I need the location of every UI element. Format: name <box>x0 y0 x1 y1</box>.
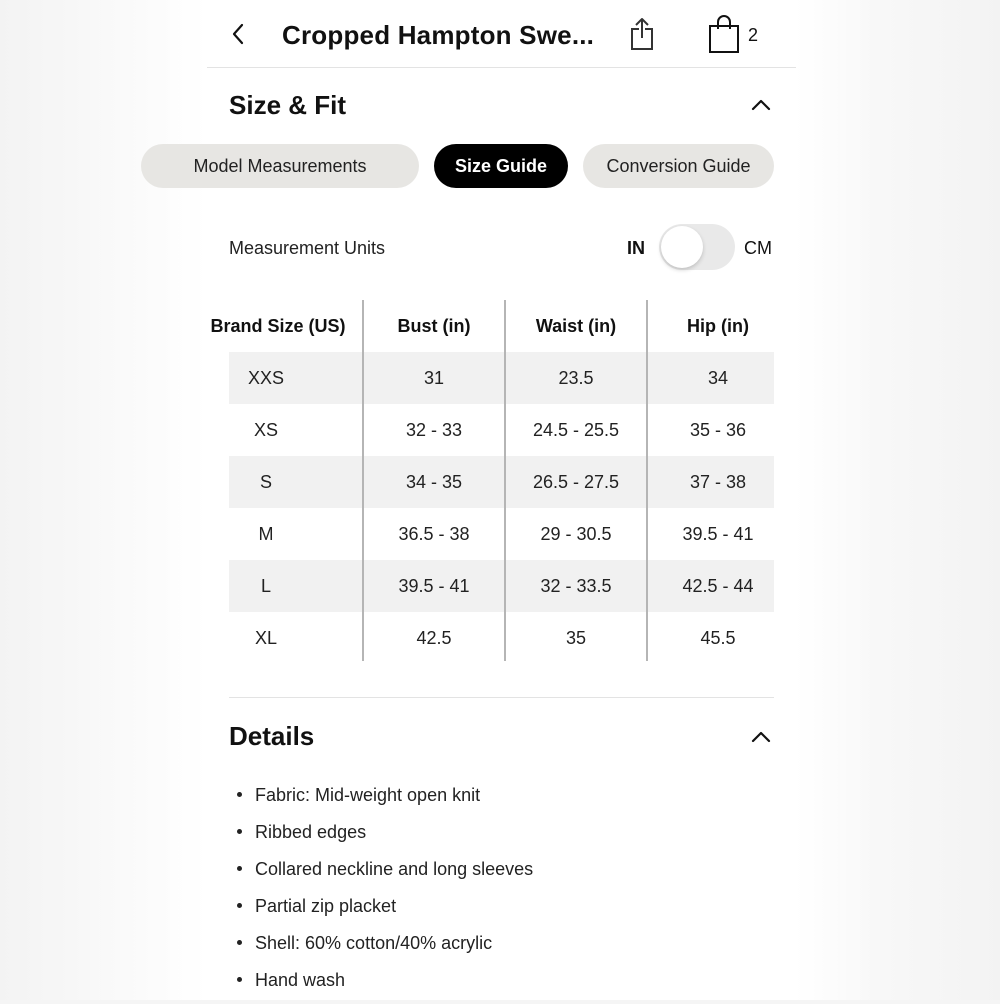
list-item: Hand wash <box>237 967 757 1004</box>
toggle-knob[interactable] <box>661 226 703 268</box>
bullet-icon <box>237 829 242 834</box>
table-row <box>229 508 774 560</box>
tab-size-guide[interactable]: Size Guide <box>434 144 568 188</box>
table-row <box>229 456 774 508</box>
bag-count-badge: 2 <box>748 25 759 45</box>
chevron-up-icon <box>750 728 772 744</box>
cell-size: S <box>259 471 272 492</box>
cell-hip: 35 - 36 <box>689 419 747 440</box>
cell-size: XXS <box>247 367 285 388</box>
cell-waist: 35 <box>565 627 587 648</box>
table-header-row <box>210 300 774 352</box>
cell-waist: 26.5 - 27.5 <box>532 471 620 492</box>
column-divider <box>646 300 648 661</box>
shopping-bag-icon <box>707 14 741 54</box>
tab-model-measurements[interactable]: Model Measurements <box>141 144 419 188</box>
product-page <box>193 0 796 1000</box>
list-item: Collared neckline and long sleeves <box>237 856 757 893</box>
chevron-up-icon <box>750 96 772 112</box>
cell-bust: 31 <box>423 367 445 388</box>
table-row <box>229 352 774 404</box>
details-list <box>237 782 757 1004</box>
bullet-icon <box>237 866 242 871</box>
background-right <box>795 0 1000 1000</box>
list-item: Shell: 60% cotton/40% acrylic <box>237 930 757 967</box>
bullet-icon <box>237 977 242 982</box>
top-bar <box>207 0 796 68</box>
back-button[interactable] <box>227 18 249 50</box>
list-item: Partial zip placket <box>237 893 757 930</box>
size-fit-collapse-button[interactable] <box>750 96 772 112</box>
bullet-icon <box>237 792 242 797</box>
units-toggle[interactable] <box>659 224 735 270</box>
unit-in-label: IN <box>627 238 645 258</box>
cell-waist: 24.5 - 25.5 <box>532 419 620 440</box>
cell-hip: 37 - 38 <box>689 471 747 492</box>
cell-waist: 29 - 30.5 <box>540 523 612 544</box>
bullet-icon <box>237 903 242 908</box>
cell-bust: 42.5 <box>416 627 452 648</box>
cell-waist: 32 - 33.5 <box>540 575 612 596</box>
cell-bust: 32 - 33 <box>405 419 463 440</box>
section-divider <box>229 697 774 698</box>
share-icon <box>627 16 657 52</box>
column-divider <box>362 300 364 661</box>
list-item: Fabric: Mid-weight open knit <box>237 782 757 819</box>
share-button[interactable] <box>627 16 657 52</box>
details-collapse-button[interactable] <box>750 728 772 744</box>
measurement-units-label: Measurement Units <box>229 238 386 258</box>
column-divider <box>504 300 506 661</box>
table-row <box>229 612 774 664</box>
shopping-bag-button[interactable] <box>707 14 741 54</box>
unit-cm-label: CM <box>744 238 772 258</box>
header-hip: Hip (in) <box>687 315 749 336</box>
cell-hip: 42.5 - 44 <box>682 575 754 596</box>
cell-size: XS <box>253 419 278 440</box>
cell-bust: 39.5 - 41 <box>398 575 470 596</box>
cell-hip: 45.5 <box>700 627 736 648</box>
details-heading: Details <box>229 721 315 751</box>
cell-bust: 36.5 - 38 <box>398 523 470 544</box>
header-waist: Waist (in) <box>535 315 617 336</box>
size-fit-heading: Size & Fit <box>229 90 347 120</box>
cell-hip: 34 <box>707 367 729 388</box>
header-brand-size: Brand Size (US) <box>210 315 346 336</box>
cell-bust: 34 - 35 <box>405 471 463 492</box>
list-item: Ribbed edges <box>237 819 757 856</box>
table-row <box>229 404 774 456</box>
cell-hip: 39.5 - 41 <box>682 523 754 544</box>
cell-size: M <box>258 523 274 544</box>
table-row <box>229 560 774 612</box>
cell-waist: 23.5 <box>558 367 594 388</box>
cell-size: L <box>260 575 271 596</box>
size-fit-tabs <box>193 144 774 188</box>
chevron-left-icon <box>231 23 245 45</box>
cell-size: XL <box>254 627 278 648</box>
bullet-icon <box>237 940 242 945</box>
header-bust: Bust (in) <box>397 315 471 336</box>
product-title: Cropped Hampton Swe... <box>282 20 595 50</box>
tab-conversion-guide[interactable]: Conversion Guide <box>583 144 774 188</box>
